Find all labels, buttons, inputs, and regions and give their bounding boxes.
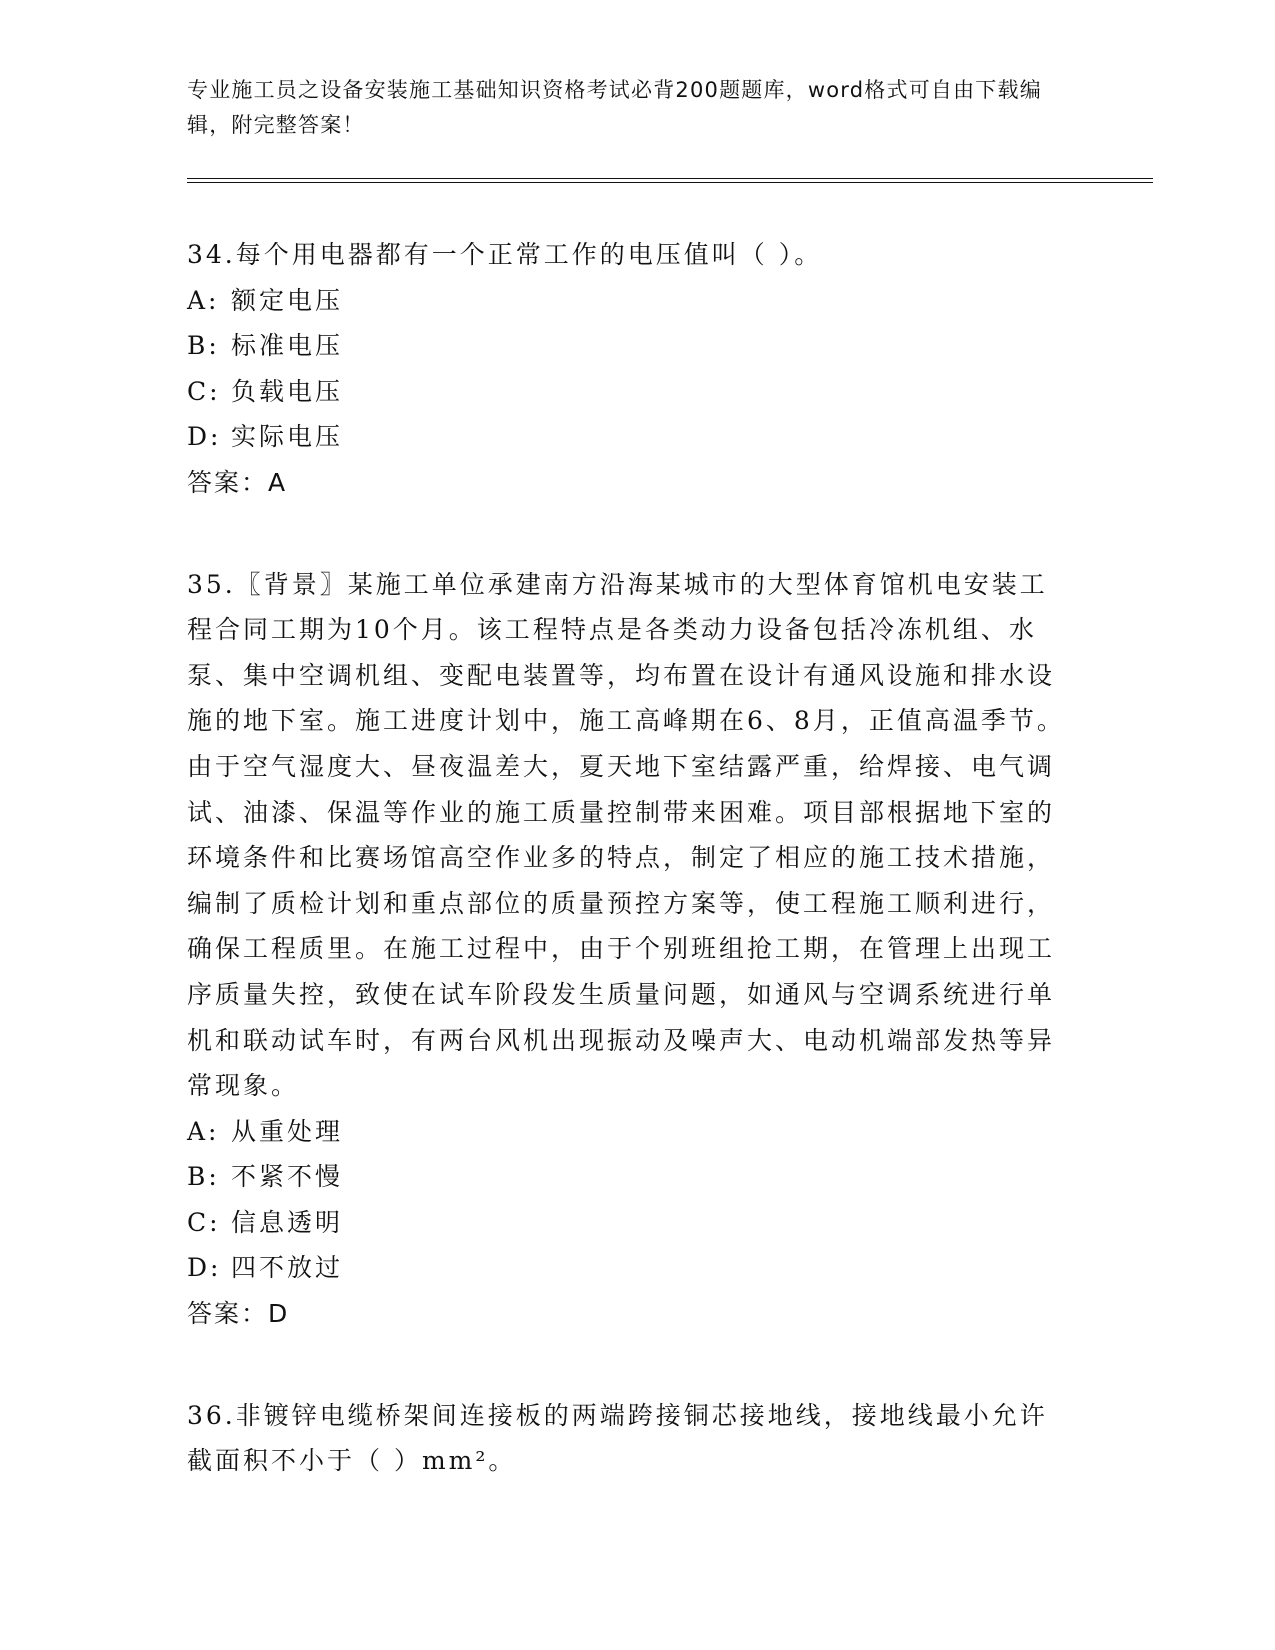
question-34 bbox=[187, 232, 1067, 506]
option-text: 实际电压 bbox=[231, 422, 344, 452]
header-divider bbox=[187, 178, 1153, 183]
option-letter: D: bbox=[187, 1253, 222, 1283]
option-b bbox=[187, 1154, 1067, 1200]
option-letter: B: bbox=[187, 1162, 220, 1192]
question-stem: 36.非镀锌电缆桥架间连接板的两端跨接铜芯接地线，接地线最小允许截面积不小于（ ）mm²。 bbox=[187, 1400, 1048, 1476]
option-a bbox=[187, 1109, 1067, 1155]
option-letter: B: bbox=[187, 331, 220, 361]
option-text: 额定电压 bbox=[231, 285, 344, 315]
page-header: 专业施工员之设备安装施工基础知识资格考试必背200题题库，word格式可自由下载编辑，附完整答案！ bbox=[187, 78, 1042, 137]
question-stem: 34.每个用电器都有一个正常工作的电压值叫（ ）。 bbox=[187, 240, 823, 269]
option-text: 从重处理 bbox=[231, 1116, 344, 1146]
answer-label: 答案：A bbox=[187, 467, 288, 497]
option-b bbox=[187, 323, 1067, 369]
question-35 bbox=[187, 562, 1067, 1337]
option-d bbox=[187, 414, 1067, 460]
option-letter: A: bbox=[187, 285, 220, 315]
option-letter: D: bbox=[187, 422, 222, 452]
option-text: 标准电压 bbox=[231, 331, 344, 361]
option-c bbox=[187, 369, 1067, 415]
answer-label: 答案：D bbox=[187, 1299, 290, 1329]
question-stem: 35.〖背景〗某施工单位承建南方沿海某城市的大型体育馆机电安装工程合同工期为10个月。该工程特点是各类动力设备包括冷冻机组、水泵、集中空调机组、变配电装置等，均布置在设计有通风设施和排水设施的地下室。施工进度计划中，施工高峰期在6、8月，正值高温季节。由于空气湿度大、昼夜温差大，夏天地下室结露严重，给焊接、电气调试、油漆、保温等作业的施工质量控制带来困难。项目部根据地下室的环境条件和比赛场馆高空作业多的特点，制定了相应的施工技术措施，编制了质检计划和重点部位的质量预控方案等，使工程施工顺利进行，确保工程质里。在施工过程中，由于个别班组抢工期，在管理上出现工序质量失控，致使在试车阶段发生质量问题，如通风与空调系统进行单机和联动试车时，有两台风机出现振动及噪声大、电动机端部发热等异常现象。 bbox=[187, 569, 1065, 1101]
option-text: 信息透明 bbox=[231, 1207, 344, 1237]
question-list bbox=[187, 232, 1067, 1540]
option-text: 四不放过 bbox=[231, 1253, 344, 1283]
option-text: 不紧不慢 bbox=[231, 1162, 344, 1192]
option-text: 负载电压 bbox=[231, 376, 344, 406]
option-d bbox=[187, 1245, 1067, 1291]
option-letter: C: bbox=[187, 1207, 221, 1237]
option-letter: C: bbox=[187, 376, 221, 406]
option-a bbox=[187, 278, 1067, 324]
option-letter: A: bbox=[187, 1116, 220, 1146]
question-36 bbox=[187, 1393, 1067, 1484]
option-c bbox=[187, 1200, 1067, 1246]
